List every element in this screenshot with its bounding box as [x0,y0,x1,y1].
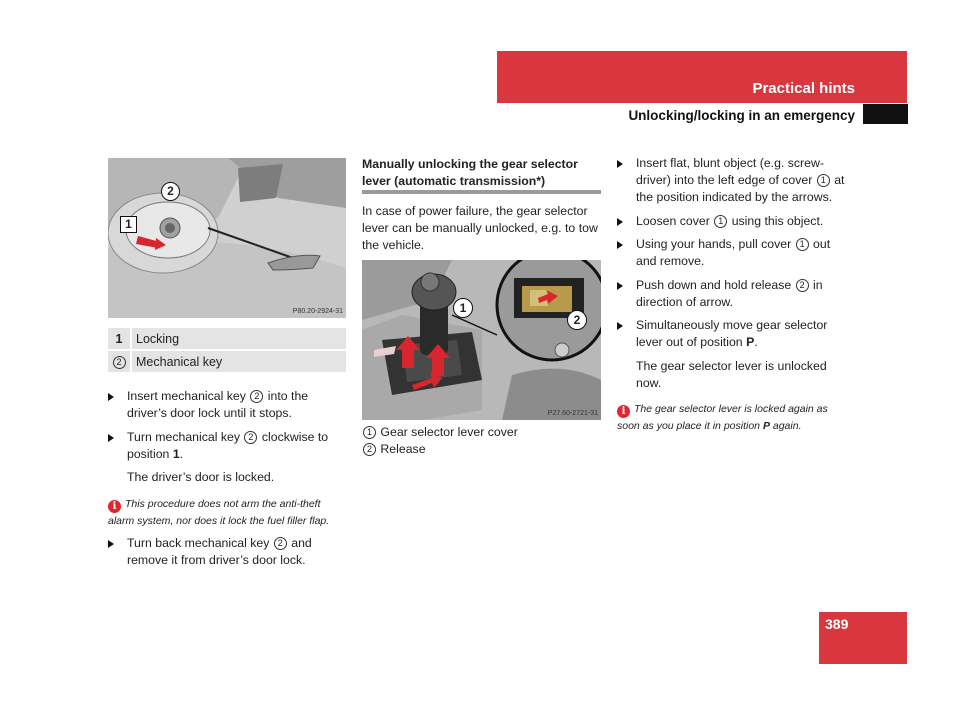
info-icon: i [617,405,630,418]
figure-caption: 1 Gear selector lever cover 2 Release [362,424,602,458]
bullet-arrow-icon [108,434,114,442]
legend-num: 2 [108,350,131,373]
callout-2: 2 [567,310,587,330]
bullet-arrow-icon [617,218,623,226]
callout-1: 1 [120,216,137,233]
legend-row [108,328,346,350]
gear-unlock-heading: Manually unlocking the gear selector lever (automatic transmission*) [362,157,578,188]
gear-selector-figure [362,260,601,420]
result-door-locked: The driver’s door is locked. [127,470,275,484]
section-title: Practical hints [752,80,855,97]
legend-label: Mechanical key [131,350,346,373]
legend-label: Locking [131,328,346,350]
page-number: 389 [825,616,849,632]
bullet-arrow-icon [108,540,114,548]
bullet-arrow-icon [617,282,623,290]
callout-1: 1 [453,298,473,318]
info-note-right: i The gear selector lever is locked again as soon as you place it in position P again. [617,403,828,432]
info-note-left: i This procedure does not arm the anti-theft alarm system, nor does it lock the fuel filler flap. [108,498,330,527]
figure-code: P80.20-2924-31 [292,308,343,315]
header-tab-marker [863,104,908,124]
legend-row [108,350,346,373]
legend-num: 1 [108,328,131,350]
bullet-arrow-icon [617,160,623,168]
figure-code: P27.60-2721-31 [547,410,598,417]
bullet-arrow-icon [108,393,114,401]
callout-2: 2 [161,182,180,201]
bullet-arrow-icon [617,241,623,249]
heading-rule [362,190,601,194]
subsection-title: Unlocking/locking in an emergency [628,108,855,123]
gear-selector-illustration [362,260,601,420]
info-icon: i [108,500,121,513]
result-lever-unlocked: The gear selector lever is unlocked now. [636,359,827,390]
door-lock-figure [108,158,346,318]
legend-table [108,328,346,374]
door-lock-illustration [108,158,346,318]
bullet-arrow-icon [617,322,623,330]
gear-unlock-intro: In case of power failure, the gear selector lever can be manually unlocked, e.g. to tow the vehicle. [362,204,598,252]
